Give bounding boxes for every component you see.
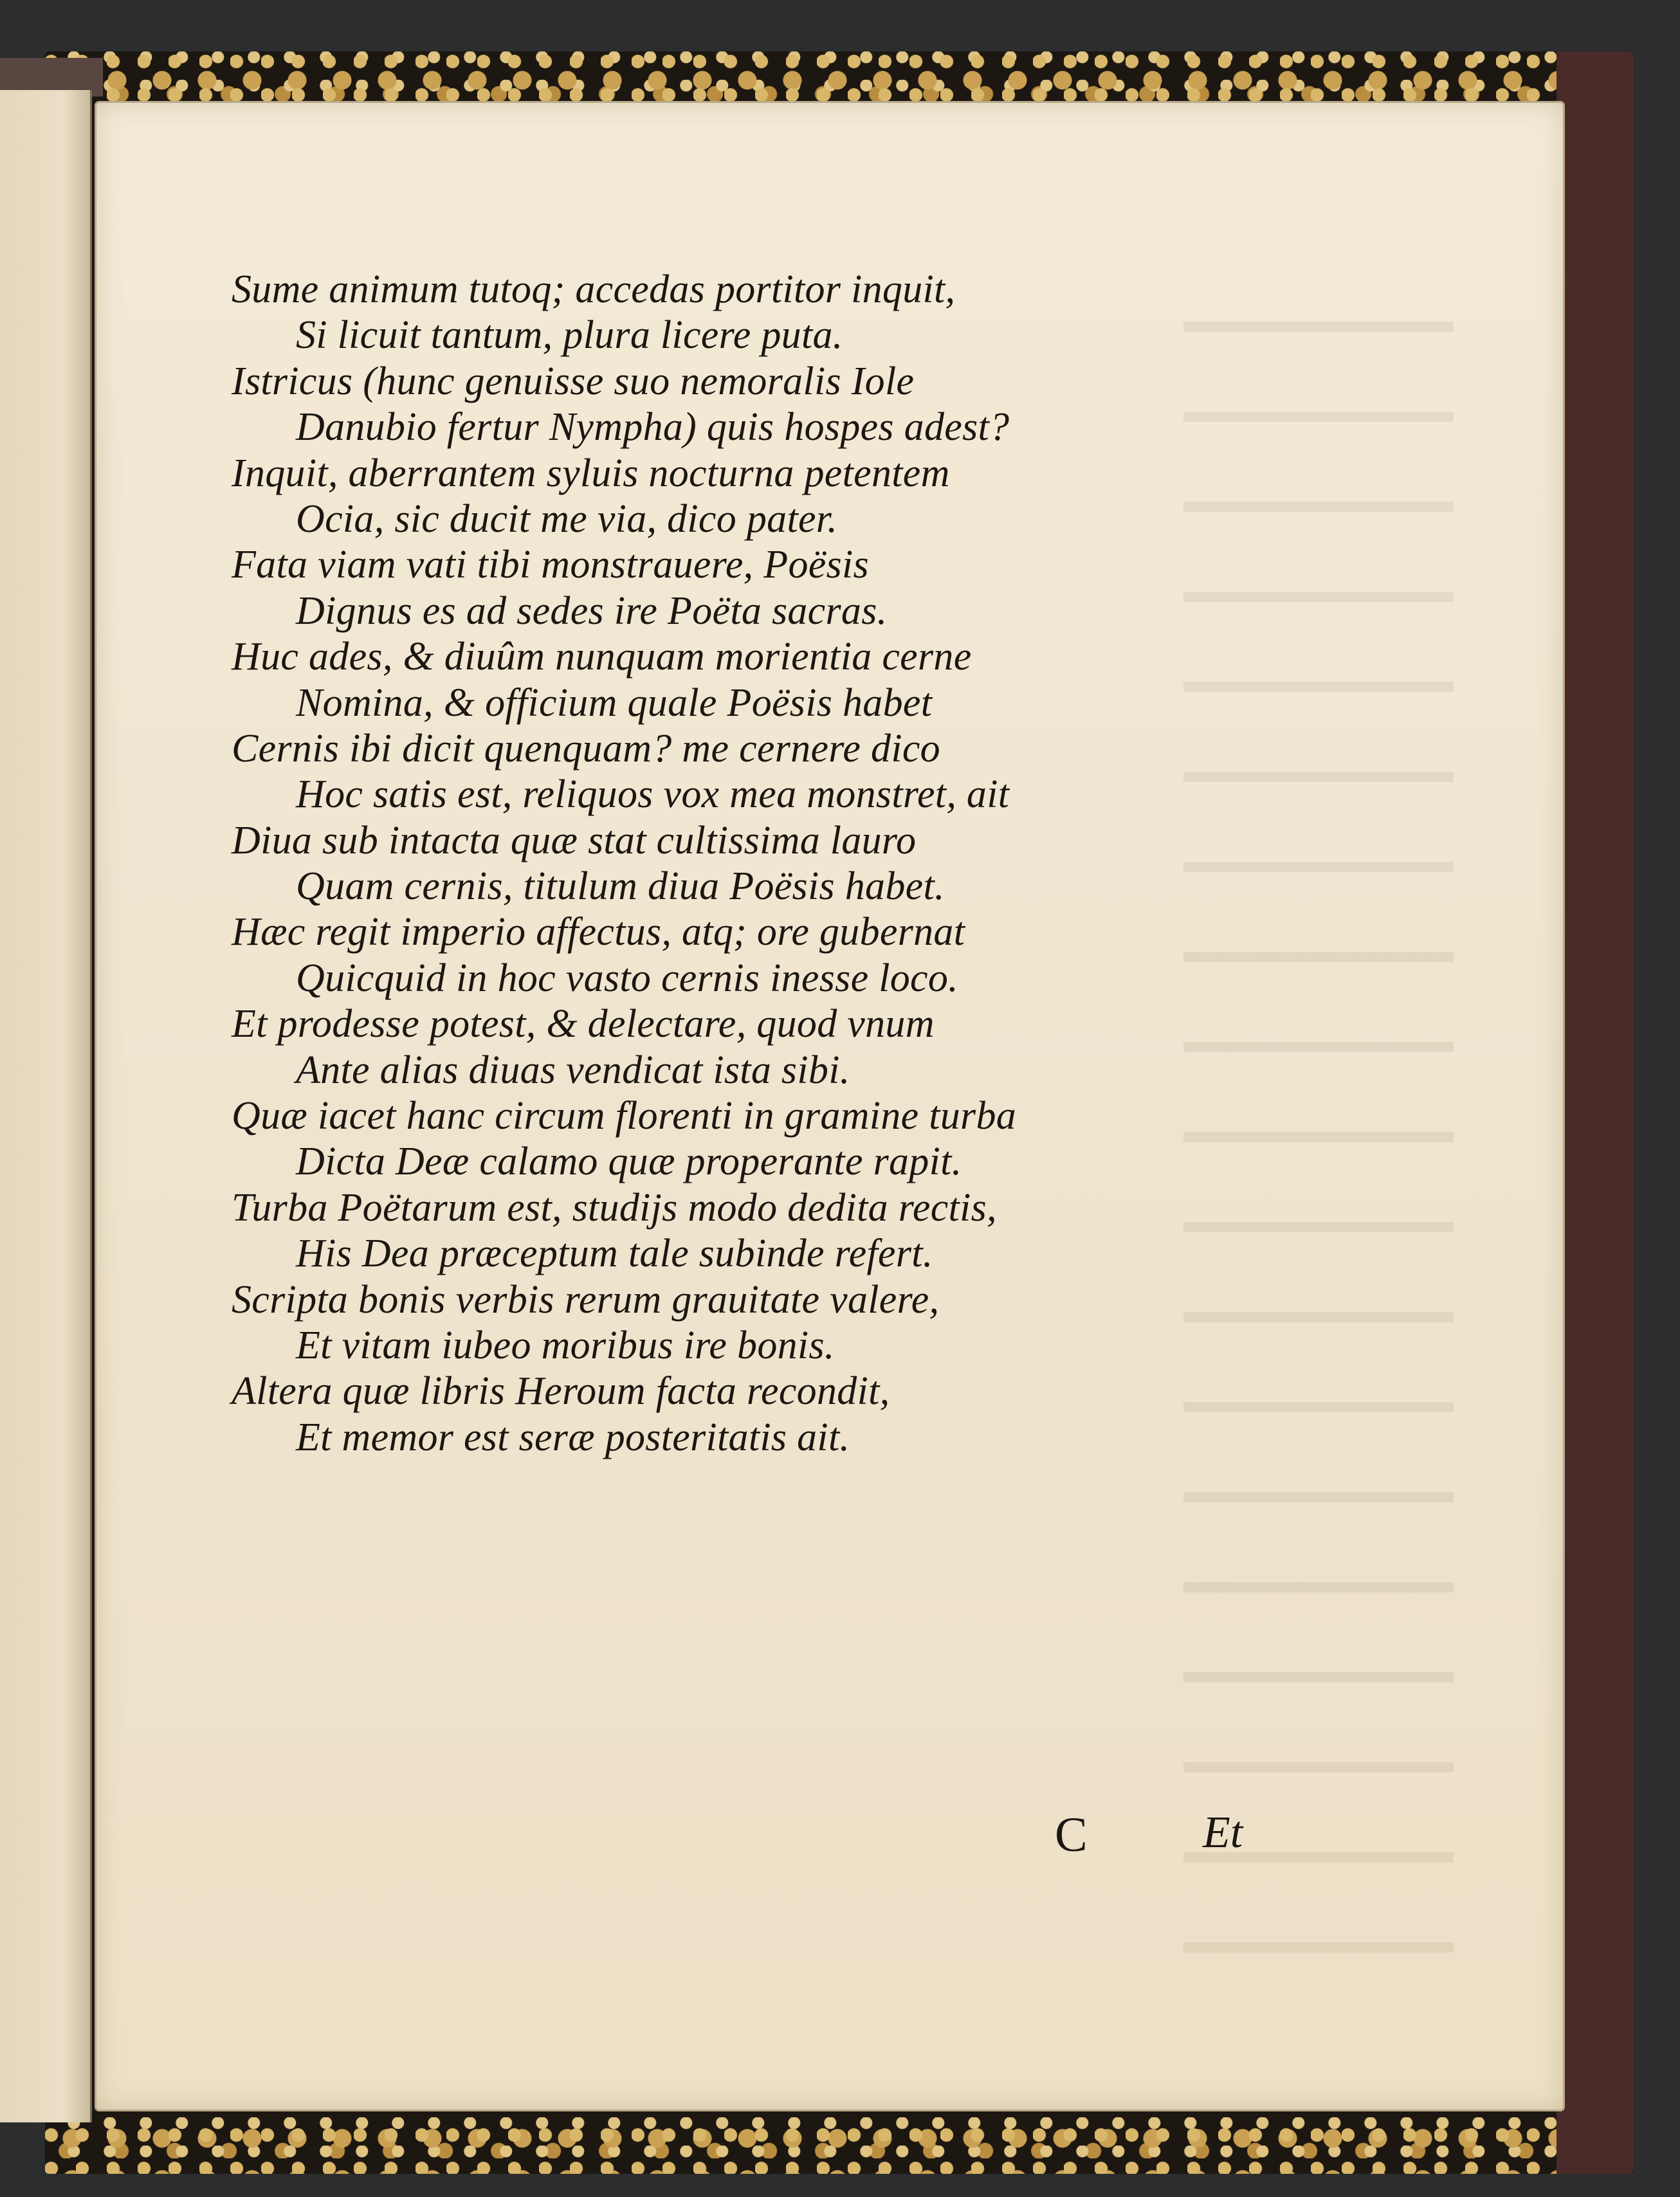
poem-line: Istricus (hunc genuisse suo nemoralis Iole [232, 359, 915, 403]
poem-line: Turba Poëtarum est, studijs modo dedita rectis, [232, 1185, 997, 1230]
poem-line: Et memor est seræ posteritatis ait. [296, 1415, 850, 1459]
poem-line: Hæc regit imperio affectus, atq; ore gubernat [232, 910, 965, 954]
poem-line: Ocia, sic ducit me via, dico pater. [296, 497, 838, 541]
poem-line: Sume animum tutoq; accedas portitor inquit, [232, 268, 956, 311]
poem-line: Dignus es ad sedes ire Poëta sacras. [296, 588, 888, 633]
poem-line: Altera quæ libris Heroum facta recondit, [232, 1369, 890, 1414]
poem-line: Scripta bonis verbis rerum grauitate valere, [232, 1277, 940, 1322]
poem-line: His Dea præceptum tale subinde refert. [296, 1232, 933, 1276]
poem-line: Quam cernis, titulum diua Poësis habet. [296, 864, 945, 909]
poem-line: Fata viam vati tibi monstrauere, Poësis [232, 543, 869, 587]
catchword: Et [1203, 1808, 1243, 1857]
poem-line: Huc ades, & diuûm nunquam morientia cerne [232, 635, 972, 679]
poem-line: Hoc satis est, reliquos vox mea monstret, ait [296, 772, 1010, 817]
poem-text-block [232, 267, 1235, 1461]
poem-line: Et vitam iubeo moribus ire bonis. [296, 1323, 835, 1367]
poem-line: Danubio fertur Nympha) quis hospes adest? [296, 405, 1010, 450]
poem-line: Ante alias diuas vendicat ista sibi. [296, 1048, 850, 1092]
signature-mark: C [1055, 1808, 1088, 1862]
poem-line: Inquit, aberrantem syluis nocturna petentem [232, 451, 950, 495]
cover-edge [1557, 51, 1634, 2174]
poem-line: Si licuit tantum, plura licere puta. [296, 313, 843, 358]
poem-line: Quicquid in hoc vasto cernis inesse loco. [296, 956, 958, 1000]
left-facing-page [0, 90, 92, 2122]
poem-line: Nomina, & officium quale Poësis habet [296, 680, 933, 725]
poem-line: Dicta Deæ calamo quæ properante rapit. [296, 1140, 962, 1184]
poem-line: Diua sub intacta quæ stat cultissima lauro [232, 818, 917, 862]
poem-line: Quæ iacet hanc circum florenti in gramine turba [232, 1094, 1017, 1138]
poem-line: Cernis ibi dicit quenquam? me cernere dico [232, 726, 940, 770]
poem-line: Et prodesse potest, & delectare, quod vnum [232, 1002, 935, 1046]
